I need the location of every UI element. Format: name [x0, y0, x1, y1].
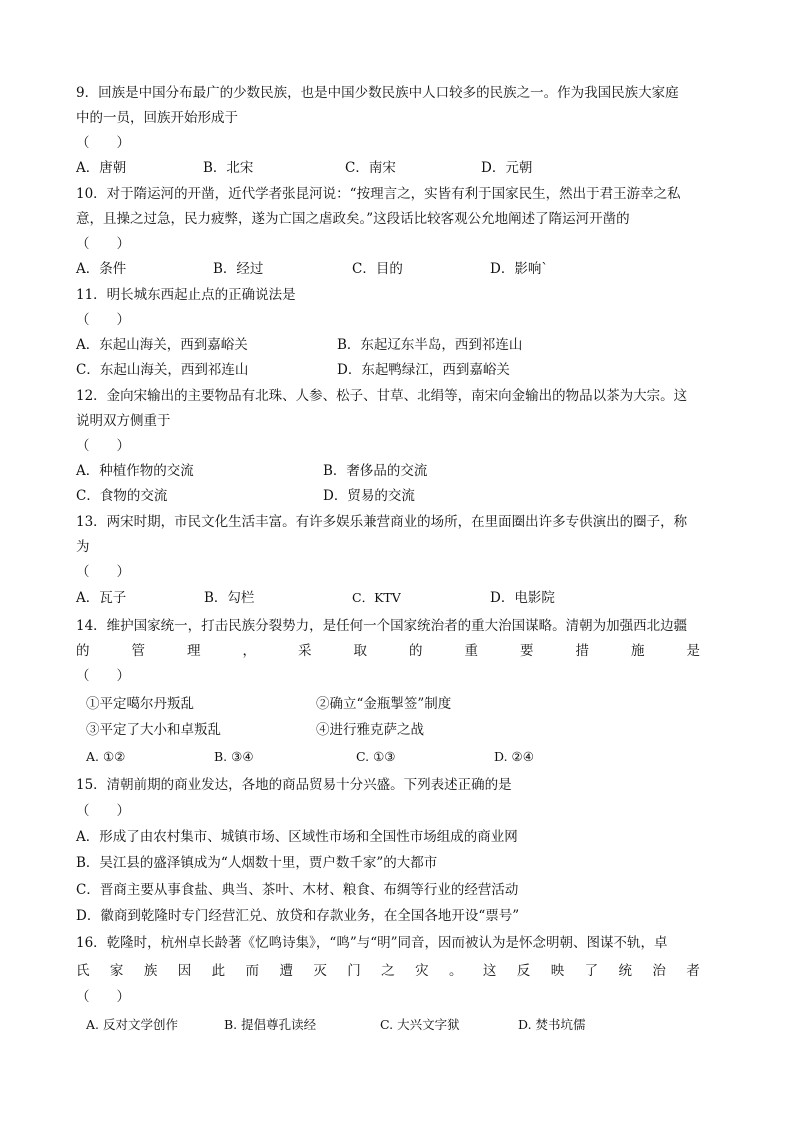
q10-answer-paren: （ ）: [76, 236, 130, 252]
q13-option-b: B．勾栏: [204, 590, 255, 606]
q15-answer-paren: （ ）: [76, 803, 130, 819]
q10-option-d: D．影响`: [490, 261, 549, 277]
q14-option-b: B. ③④: [214, 749, 254, 764]
q16-char: 反: [516, 963, 531, 979]
q14-char: 措: [575, 643, 589, 659]
q13-answer-paren: （ ）: [76, 564, 130, 580]
q13-stem-line1: 13．两宋时期，市民文化生活丰富。有许多娱乐兼营商业的场所，在里面圈出许多专供演出的圈子，称: [76, 514, 688, 530]
q14-option-c: C. ①③: [356, 749, 396, 764]
q14-item-4: ④进行雅克萨之战: [316, 722, 424, 738]
q11-option-b: B．东起辽东半岛，西到祁连山: [337, 337, 523, 353]
q16-option-d: D. 焚书坑儒: [518, 1017, 586, 1032]
q16-char: 之: [381, 963, 395, 979]
q14-char: 取: [353, 643, 367, 659]
q10-option-a: A．条件: [76, 261, 127, 277]
q15-option-b: B．吴江县的盛泽镇成为“人烟数十里，贾户数千家”的大都市: [76, 855, 438, 871]
q12-stem-line2: 说明双方侧重于: [76, 413, 171, 429]
q13-stem-line2: 为: [76, 539, 90, 555]
q14-item-3: ③平定了大小和卓叛乱: [86, 722, 221, 738]
q10-stem-line2: 意，且操之过急，民力疲弊，遂为亡国之虐政矣。”这段话比较客观公允地阐述了隋运河开凿的: [76, 211, 630, 227]
q14-char: ，: [242, 643, 256, 659]
q15-option-d: D．徽商到乾隆时专门经营汇兑、放贷和存款业务，在全国各地开设“票号”: [76, 908, 520, 924]
q9-stem-line1: 9．回族是中国分布最广的少数民族，也是中国少数民族中人口较多的民族之一。作为我国民族大家庭: [76, 85, 679, 101]
q14-char: 的: [409, 643, 423, 659]
q14-char: 是: [686, 643, 700, 659]
q11-stem-line1: 11．明长城东西起止点的正确说法是: [76, 287, 296, 303]
q14-option-d: D. ②④: [494, 749, 534, 764]
q16-stem-line2: [76, 962, 700, 980]
q12-option-d: D．贸易的交流: [323, 488, 415, 504]
q14-char: 的: [76, 643, 90, 659]
q12-answer-paren: （ ）: [76, 438, 130, 454]
q9-option-c: C．南宋: [345, 160, 396, 176]
q14-item-1: ①平定噶尔丹叛乱: [86, 696, 194, 712]
q13-option-c: C．KTV: [352, 590, 401, 605]
q14-char: 重: [464, 643, 478, 659]
q12-option-b: B．奢侈品的交流: [323, 463, 428, 479]
q11-option-d: D．东起鸭绿江，西到嘉峪关: [337, 362, 510, 378]
q16-char: 而: [245, 963, 260, 979]
q9-stem-line2: 中的一员，回族开始形成于: [76, 110, 238, 126]
q16-stem-line1: 16．乾隆时，杭州卓长龄著《忆鸣诗集》，“鸣”与“明”同音，因而被认为是怀念明朝、图谋不轨，卓: [76, 935, 668, 951]
q16-char: 家: [109, 963, 124, 979]
q12-stem-line1: 12．金向宋输出的主要物品有北珠、人参、松子、甘草、北绢等，南宋向金输出的物品以茶为大宗。这: [76, 388, 688, 404]
q14-stem-line2: [76, 642, 700, 660]
q9-option-d: D．元朝: [481, 160, 533, 176]
q15-option-a: A．形成了由农村集市、城镇市场、区域性市场和全国性市场组成的商业网: [76, 829, 518, 845]
q11-option-a: A．东起山海关，西到嘉峪关: [76, 337, 248, 353]
q16-char: 氏: [76, 963, 90, 979]
q16-char: 遭: [279, 963, 293, 979]
q16-char: 因: [177, 963, 192, 979]
q14-char: 施: [631, 643, 645, 659]
q16-option-c: C. 大兴文字狱: [380, 1017, 460, 1032]
q13-option-d: D．电影院: [490, 590, 555, 606]
q15-stem-line1: 15．清朝前期的商业发达，各地的商品贸易十分兴盛。下列表述正确的是: [76, 777, 512, 793]
q13-option-a: A．瓦子: [76, 590, 127, 606]
q14-char: 理: [187, 643, 201, 659]
q9-answer-paren: （ ）: [76, 135, 130, 151]
q16-char: 了: [584, 963, 599, 979]
q16-char: 门: [347, 963, 361, 979]
q14-option-a: A. ①②: [86, 749, 126, 764]
q16-char: 这: [482, 963, 497, 979]
q11-option-c: C．东起山海关，西到祁连山: [76, 362, 249, 378]
q14-answer-paren: （ ）: [76, 668, 130, 684]
q14-char: 管: [131, 643, 145, 659]
q11-answer-paren: （ ）: [76, 312, 130, 328]
q16-char: 族: [143, 963, 158, 979]
q16-char: 者: [686, 963, 700, 979]
q16-char: 。: [448, 963, 463, 979]
q16-char: 灾: [415, 963, 429, 979]
q16-answer-paren: （ ）: [76, 989, 130, 1005]
q9-option-b: B．北宋: [203, 160, 254, 176]
q16-char: 治: [652, 963, 666, 979]
q10-option-b: B．经过: [213, 261, 264, 277]
q16-char: 统: [618, 963, 632, 979]
q12-option-c: C．食物的交流: [76, 488, 168, 504]
q14-char: 要: [520, 643, 534, 659]
q16-char: 映: [550, 963, 565, 979]
q10-option-c: C．目的: [352, 261, 403, 277]
q16-char: 此: [211, 963, 226, 979]
q16-option-a: A. 反对文学创作: [86, 1017, 178, 1032]
q10-stem-line1: 10．对于隋运河的开凿，近代学者张昆河说：“按理言之，实皆有利于国家民生，然出于君王游幸之私: [76, 186, 681, 202]
q12-option-a: A．种植作物的交流: [76, 463, 194, 479]
q16-option-b: B. 提倡尊孔读经: [224, 1017, 317, 1032]
q9-option-a: A．唐朝: [76, 160, 127, 176]
q14-char: 采: [298, 643, 312, 659]
q14-stem-line1: 14．维护国家统一，打击民族分裂势力，是任何一个国家统治者的重大治国谋略。清朝为加强西北边疆: [76, 618, 688, 634]
q15-option-c: C．晋商主要从事食盐、典当、茶叶、木材、粮食、布绸等行业的经营活动: [76, 882, 519, 898]
q14-item-2: ②确立“金瓶掣签”制度: [316, 696, 452, 712]
q16-char: 灭: [313, 963, 327, 979]
